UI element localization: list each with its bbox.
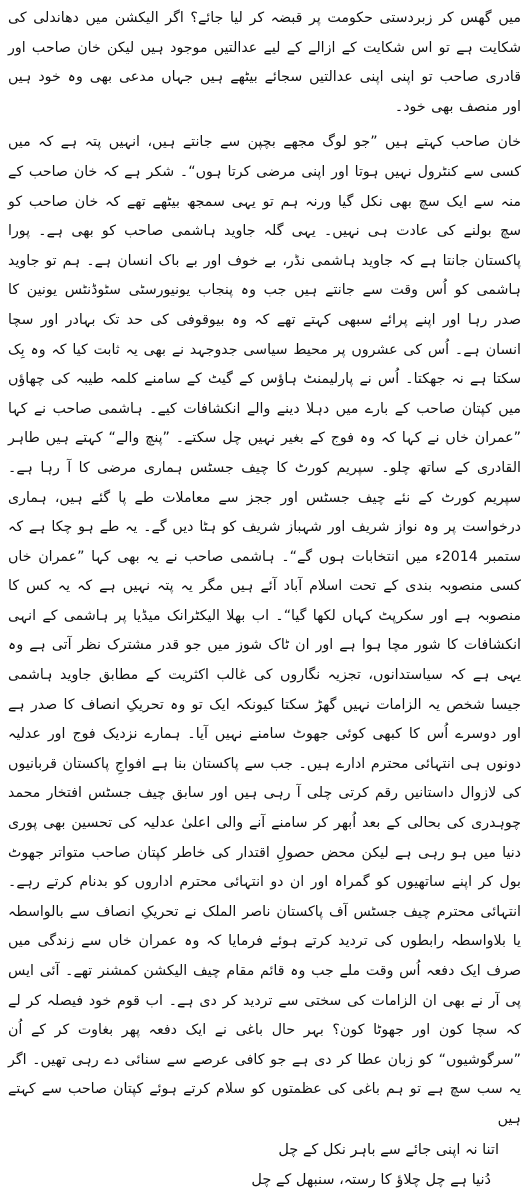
verse-line-2: دُنیا ہے چل چلاؤ کا رستہ، سنبھل کے چل [251,1171,491,1188]
verse-line-1: اتنا نہ اپنی جائے سے باہر نکل کے چل [278,1141,499,1158]
paragraph-intro: میں گھس کر زبردستی حکومت پر قبضہ کر لیا جائے؟ اگر الیکشن میں دھاندلی کی شکایت ہے تو اس شکایت کے ازالے کے لیے عدالتیں موجود ہیں لیکن خان صاحب اور قادری صاحب تو اپنی اپنی عدالتیں سجائے بیٹھے ہیں جہاں مدعی بھی وہ خود ہیں اور منصف بھی خود۔ [8,10,521,115]
paragraph-main: خان صاحب کہتے ہیں ”جو لوگ مجھے بچپن سے جانتے ہیں، انہیں پتہ ہے کہ میں کسی سے کنٹرول نہیں ہوتا اور اپنی مرضی کرتا ہوں“۔ شکر ہے کہ خان صاحب کے منہ سے ایک سچ بھی نکل گیا ورنہ ہم تو یہی سمجھ بیٹھے تھے کہ خان صاحب کو سچ بولنے کی عادت ہی نہیں۔ یہی گلہ جاوید ہاشمی صاحب کو بھی ہے۔ پورا پاکستان جانتا ہے کہ جاوید ہاشمی نڈر، بے خوف اور بے باک انسان ہے۔ ہم تو جاوید ہاشمی کو اُس وقت سے جانتے ہیں جب وہ پنجاب یونیورسٹی سٹوڈنٹس یونین کا صدر رہا اور اپنے پرائے سبھی کہتے تھے کہ وہ بیوقوفی کی حد تک بہادر اور سچا انسان ہے۔ اُس کی عشروں پر محیط سیاسی جدوجہد نے بھی یہ ثابت کیا کہ وہ بِک سکتا ہے نہ جھکتا۔ اُس نے پارلیمنٹ ہاؤس کے گیٹ کے سامنے کلمہ طیبہ کی چھاؤں میں کپتان صاحب کے بارے میں دہلا دینے والے انکشافات کیے۔ ہاشمی صاحب نے کہا ”عمران خاں نے کہا کہ وہ فوج کے بغیر نہیں چل سکتے۔ ”پنچ والے“ کہتے ہیں طاہر القادری کے ساتھ چلو۔ سپریم کورٹ کا چیف جسٹس ہماری مرضی کا آ رہا ہے۔ سپریم کورٹ کے نئے چیف جسٹس اور ججز سے معاملات طے پا گئے ہیں، ہماری درخواست پر وہ نواز شریف اور شہباز شریف کو ہٹا دیں گے۔ یہ طے ہو چکا ہے کہ ستمبر 2014ء میں انتخابات ہوں گے“۔ ہاشمی صاحب نے یہ بھی کہا ”عمران خاں کسی منصوبہ بندی کے تحت اسلام آباد آئے ہیں مگر یہ پتہ نہیں ہے کہ یہ کس کا منصوبہ ہے اور سکرپٹ کہاں لکھا گیا“۔ اب بھلا الیکٹرانک میڈیا پر ہاشمی کے انہی انکشافات کا شور مچا ہوا ہے اور ان ٹاک شوز میں جو قدر مشترک نظر آتی ہے وہ یہی ہے کہ سیاستدانوں، تجزیہ نگاروں کی غالب اکثریت کے مطابق جاوید ہاشمی جیسا شخص یہ الزامات نہیں گھڑ سکتا کیونکہ ایک تو وہ تحریکِ انصاف کا صدر ہے اور دوسرے اُس کا کبھی کوئی جھوٹ سامنے نہیں آیا۔ ہمارے نزدیک فوج اور عدلیہ دونوں ہی انتہائی محترم ادارے ہیں۔ جب سے پاکستان بنا ہے افواجِ پاکستان قربانیوں کی لازوال داستانیں رقم کرتی چلی آ رہی ہیں اور سابق چیف جسٹس افتخار محمد چوہدری کی بحالی کے بعد اُبھر کر سامنے آنے والی اعلیٰ عدلیہ کی تحسین بھی پوری دنیا میں ہو رہی ہے لیکن محض حصولِ اقتدار کی خاطر کپتان صاحب متواتر جھوٹ بول کر اپنے ساتھیوں کو گمراہ اور ان دو انتہائی محترم اداروں کو بدنام کرتے رہے۔ انتہائی محترم چیف جسٹس آف پاکستان ناصر الملک نے تحریکِ انصاف سے بالواسطہ یا بلاواسطہ رابطوں کی تردید کرتے ہوئے فرمایا کہ وہ عمران خاں سے زندگی میں صرف ایک دفعہ اُس وقت ملے جب وہ قائم مقام چیف الیکشن کمشنر تھے۔ آئی ایس پی آر نے بھی ان الزامات کی سختی سے تردید کر دی ہے۔ اب قوم خود فیصلہ کر لے کہ سچا کون اور جھوٹا کون؟ بہر حال باغی نے ایک دفعہ پھر بغاوت کر کے اُن ”سرگوشیوں“ کو زبان عطا کر دی ہے جو کافی عرصے سے سنائی دے رہی تھیں۔ اگر یہ سب سچ ہے تو ہم باغی کی عظمتوں کو سلام کرتے ہوئے کپتان صاحب سے کہتے ہیں [8,134,522,1127]
